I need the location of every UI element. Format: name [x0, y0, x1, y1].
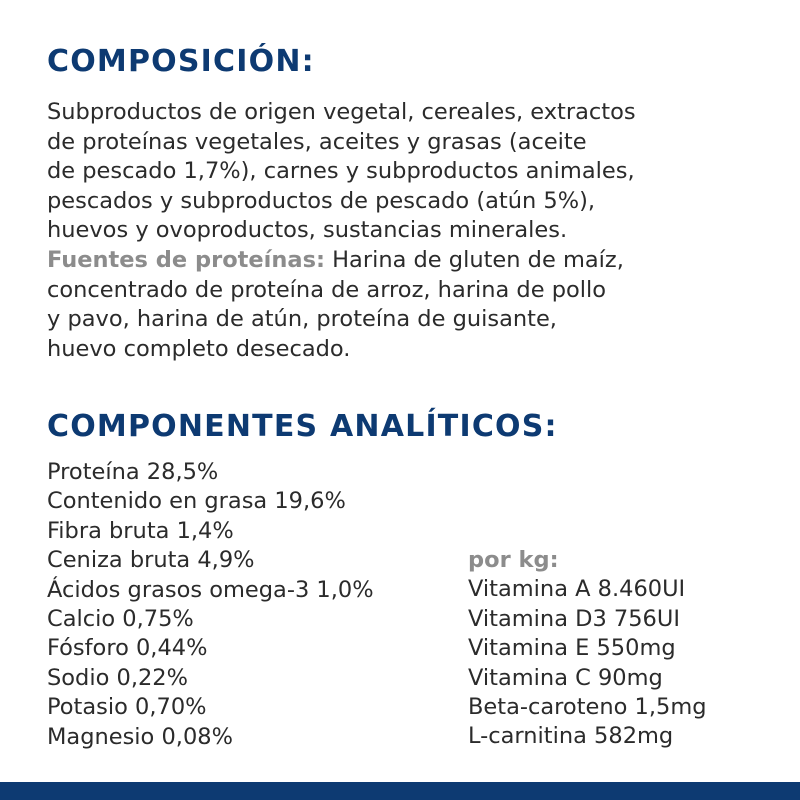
protein-sources-text: Harina de gluten de maíz,	[324, 246, 624, 273]
composicion-line: de proteínas vegetales, aceites y grasas (aceite	[47, 128, 587, 155]
per-kg-item: L-carnitina 582mg	[468, 723, 674, 750]
composicion-heading: COMPOSICIÓN:	[47, 44, 315, 79]
per-kg-item: Vitamina E 550mg	[468, 635, 676, 662]
per-kg-item: Vitamina A 8.460UI	[468, 576, 686, 603]
per-kg-item: Vitamina C 90mg	[468, 664, 663, 691]
protein-sources-line	[47, 246, 777, 276]
composicion-line: Subproductos de origen vegetal, cereales, extractos	[47, 99, 636, 125]
analytical-item: Contenido en grasa 19,6%	[47, 488, 346, 515]
protein-sources-line: concentrado de proteína de arroz, harina de pollo	[47, 276, 607, 303]
analytical-item: Proteína 28,5%	[47, 459, 219, 485]
protein-sources-label: Fuentes de proteínas:	[47, 246, 325, 273]
analytical-item: Calcio 0,75%	[47, 606, 194, 633]
composicion-line: huevos y ovoproductos, sustancias minerales.	[47, 217, 568, 244]
protein-sources-line: huevo completo desecado.	[47, 335, 351, 362]
composicion-paragraph	[47, 98, 777, 364]
per-kg-item: Beta-caroteno 1,5mg	[468, 694, 707, 721]
analiticos-heading: COMPONENTES ANALÍTICOS:	[47, 409, 558, 444]
analytical-item: Potasio 0,70%	[47, 694, 207, 721]
analytical-components-list	[47, 458, 374, 752]
composicion-line: de pescado 1,7%), carnes y subproductos animales,	[47, 158, 635, 185]
analytical-item: Fósforo 0,44%	[47, 635, 208, 662]
per-kg-item: Vitamina D3 756UI	[468, 605, 680, 632]
analytical-item: Fibra bruta 1,4%	[47, 517, 234, 544]
composicion-line: pescados y subproductos de pescado (atún 5%),	[47, 187, 596, 214]
protein-sources-line: y pavo, harina de atún, proteína de guisante,	[47, 306, 557, 333]
analytical-item: Ceniza bruta 4,9%	[47, 547, 255, 574]
analytical-item: Sodio 0,22%	[47, 664, 188, 691]
analytical-item: Magnesio 0,08%	[47, 723, 233, 750]
per-kg-list	[468, 546, 707, 752]
bottom-bar	[0, 782, 800, 800]
analytical-item: Ácidos grasos omega-3 1,0%	[47, 576, 374, 603]
per-kg-label: por kg:	[468, 547, 559, 573]
